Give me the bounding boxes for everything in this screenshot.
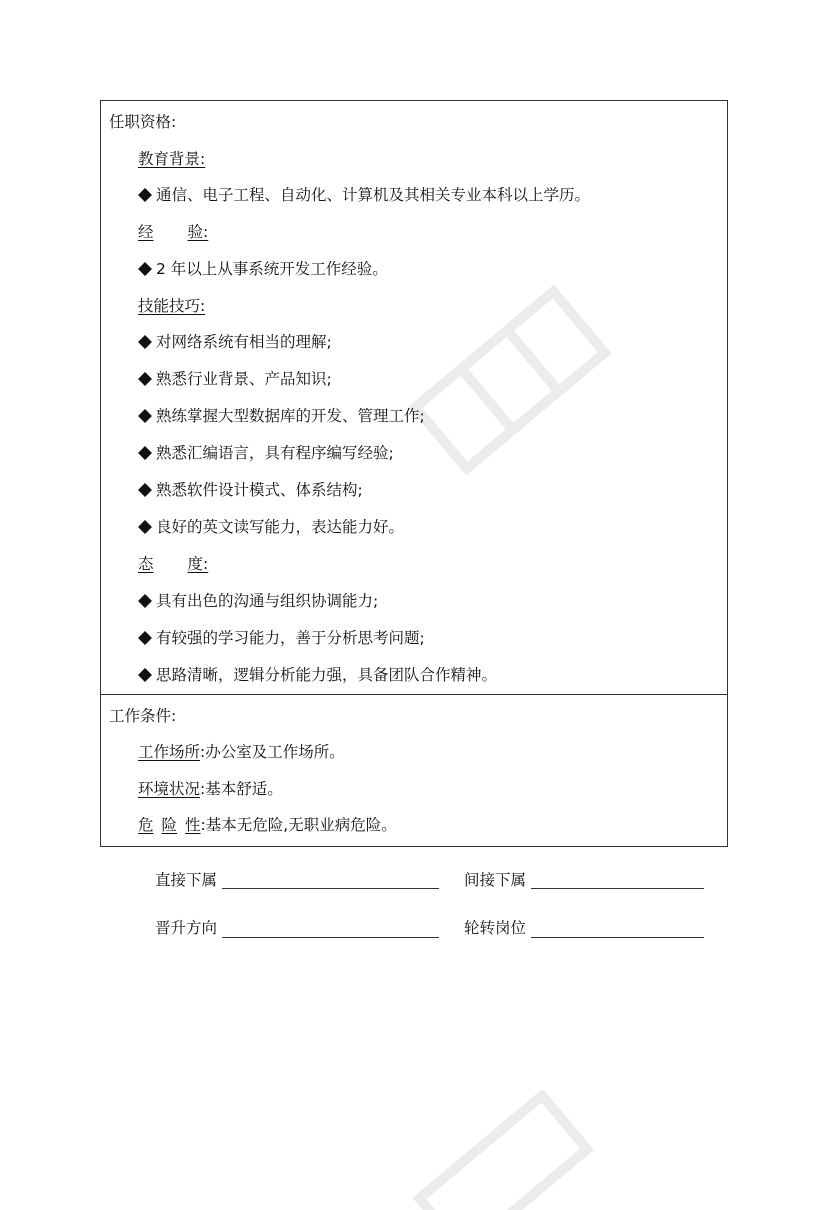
list-item (138, 443, 394, 463)
skills-label-text: 技能技巧: (138, 297, 206, 315)
place-label: 工作场所 (138, 743, 201, 761)
skills-label (138, 296, 205, 316)
skills-item: 熟悉汇编语言，具有程序编写经验; (156, 444, 394, 462)
list-item (138, 369, 332, 389)
promotion-field[interactable] (222, 937, 439, 938)
attitude-label-a: 态 (138, 555, 154, 573)
danger-row (138, 815, 397, 835)
education-label-text: 教育背景: (138, 150, 206, 168)
rotation-field[interactable] (531, 937, 704, 938)
diamond-bullet-icon (138, 372, 152, 386)
diamond-bullet-icon (138, 668, 152, 682)
experience-item: 2 年以上从事系统开发工作经验。 (156, 260, 388, 278)
list-item (138, 332, 332, 352)
danger-label-a: 危 (138, 816, 154, 834)
list-item (138, 628, 425, 648)
indirect-subordinate-label: 间接下属 (464, 871, 527, 889)
skills-item: 对网络系统有相当的理解; (156, 333, 332, 351)
diamond-bullet-icon (138, 188, 152, 202)
diamond-bullet-icon (138, 446, 152, 460)
list-item (138, 480, 363, 500)
environment-value: :基本舒适。 (200, 780, 283, 798)
experience-label-a: 经 (138, 223, 154, 241)
diamond-bullet-icon (138, 262, 152, 276)
skills-item: 熟悉软件设计模式、体系结构; (156, 481, 363, 499)
danger-label-b: 险 (161, 816, 178, 834)
environment-row (138, 779, 283, 799)
diamond-bullet-icon (138, 520, 152, 534)
skills-item: 熟悉行业背景、产品知识; (156, 370, 332, 388)
attitude-label-b: 度: (187, 555, 209, 573)
attitude-item: 思路清晰，逻辑分析能力强，具备团队合作精神。 (156, 666, 498, 684)
conditions-section (100, 694, 728, 847)
promotion-label: 晋升方向 (155, 919, 218, 937)
attitude-item: 有较强的学习能力，善于分析思考问题; (156, 629, 425, 647)
diamond-bullet-icon (138, 594, 152, 608)
watermark-icon (400, 1090, 600, 1210)
experience-label (138, 222, 208, 242)
qualifications-section (100, 100, 728, 695)
list-item (138, 185, 590, 205)
danger-value: :基本无危险,无职业病危险。 (200, 816, 397, 834)
indirect-subordinate-field[interactable] (531, 888, 704, 889)
skills-item: 良好的英文读写能力，表达能力好。 (156, 518, 405, 536)
list-item (138, 665, 497, 685)
place-row (138, 742, 345, 762)
skills-item: 熟练掌握大型数据库的开发、管理工作; (156, 407, 425, 425)
education-label (138, 149, 205, 169)
list-item (138, 259, 388, 279)
experience-label-b: 验: (187, 223, 209, 241)
diamond-bullet-icon (138, 631, 152, 645)
diamond-bullet-icon (138, 483, 152, 497)
list-item (138, 591, 378, 611)
attitude-label (138, 554, 208, 574)
list-item (138, 517, 404, 537)
list-item (138, 406, 425, 426)
conditions-heading: 工作条件: (109, 707, 177, 725)
environment-label: 环境状况 (138, 780, 201, 798)
rotation-label: 轮转岗位 (464, 919, 527, 937)
direct-subordinate-field[interactable] (222, 888, 439, 889)
danger-label-c: 性 (185, 816, 201, 834)
diamond-bullet-icon (138, 335, 152, 349)
place-value: :办公室及工作场所。 (200, 743, 345, 761)
education-item: 通信、电子工程、自动化、计算机及其相关专业本科以上学历。 (156, 186, 591, 204)
attitude-item: 具有出色的沟通与组织协调能力; (156, 592, 379, 610)
qualifications-heading: 任职资格: (109, 113, 177, 131)
diamond-bullet-icon (138, 409, 152, 423)
direct-subordinate-label: 直接下属 (155, 871, 218, 889)
